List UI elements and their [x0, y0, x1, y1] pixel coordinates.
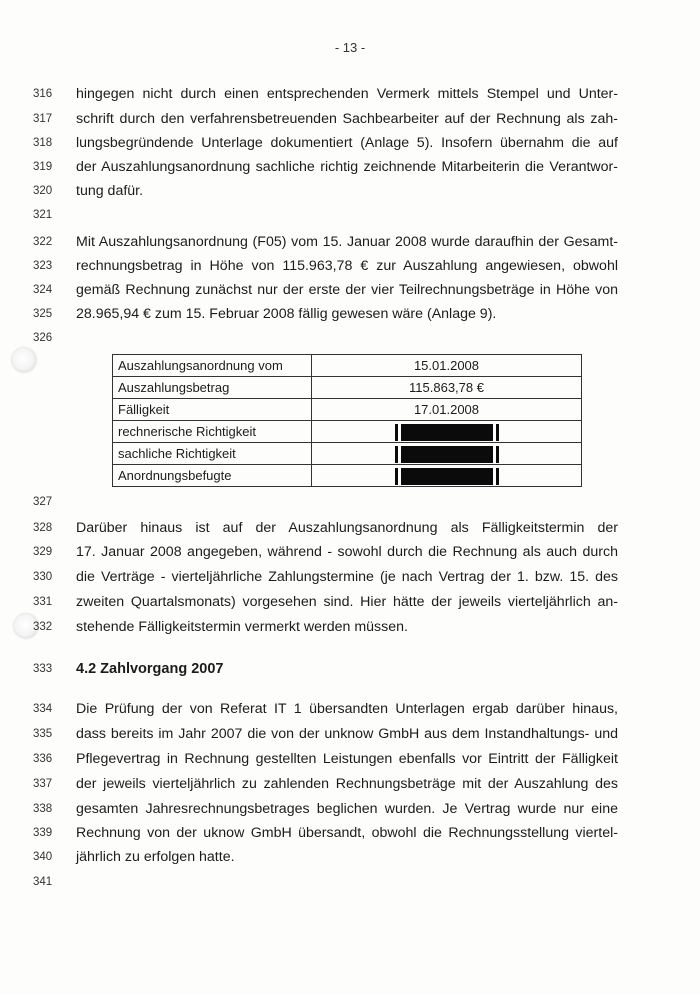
table-value-cell: 115.863,78 € [312, 377, 582, 399]
line-number: 339 [33, 827, 53, 839]
redaction-bar [398, 468, 496, 485]
table-value-cell: 17.01.2008 [312, 399, 582, 421]
line-number: 334 [33, 703, 53, 715]
text-line: lungsbegründende Unterlage dokumentiert (Anlage 5). Insofern übernahm die auf [76, 135, 618, 151]
section-heading: 4.2 Zahlvorgang 2007 [76, 661, 224, 677]
text-line: die Verträge - vierteljährliche Zahlungstermine (je nach Vertrag der 1. bzw. 15. des [76, 569, 618, 585]
payment-order-table [112, 354, 582, 487]
table-row [113, 377, 582, 399]
text-line: stehende Fälligkeitstermin vermerkt werden müssen. [76, 619, 408, 635]
table-row [113, 421, 582, 443]
page-number: - 13 - [334, 40, 366, 55]
line-number: 317 [33, 113, 53, 125]
text-line: zweiten Quartalsmonats) vorgesehen sind. Hier hätte der jeweils vierteljährlich an- [76, 594, 618, 610]
line-number: 331 [33, 596, 53, 608]
text-line: hingegen nicht durch einen entsprechenden Vermerk mittels Stempel und Unter- [76, 86, 618, 102]
line-number: 319 [33, 161, 53, 173]
redaction-bar [398, 424, 496, 441]
text-line: tung dafür. [76, 183, 144, 199]
line-number: 318 [33, 137, 53, 149]
table-row [113, 443, 582, 465]
line-number: 320 [33, 185, 53, 197]
line-number: 323 [33, 260, 53, 272]
table-value-cell [312, 443, 582, 465]
text-line: der Auszahlungsanordnung sachliche richtig zeichnende Mitarbeiterin die Verantwor- [76, 159, 618, 175]
line-number: 329 [33, 546, 53, 558]
line-number: 327 [33, 496, 53, 508]
table-label-cell: Auszahlungsanordnung vom [113, 355, 312, 377]
line-number: 321 [33, 209, 53, 221]
text-line: der jeweils vierteljährlich zu zahlenden Rechnungsbeträge mit der Auszahlung des [76, 776, 618, 792]
table-label-cell: Fälligkeit [113, 399, 312, 421]
table-value-cell [312, 465, 582, 487]
punch-hole-top [12, 348, 36, 372]
text-line: Mit Auszahlungsanordnung (F05) vom 15. Januar 2008 wurde daraufhin der Gesamt- [76, 234, 618, 250]
line-number: 337 [33, 778, 53, 790]
table-row [113, 355, 582, 377]
line-number: 332 [33, 621, 53, 633]
line-number: 322 [33, 236, 53, 248]
line-number: 325 [33, 308, 53, 320]
line-number: 316 [33, 88, 53, 100]
table-value-cell [312, 421, 582, 443]
text-line: schrift durch den verfahrensbetreuenden Sachbearbeiter auf der Rechnung als zah- [76, 111, 618, 127]
text-line: gemäß Rechnung zunächst nur der erste der vier Teilrechnungsbeträge in Höhe von [76, 282, 618, 298]
line-number: 330 [33, 571, 53, 583]
table-row [113, 465, 582, 487]
line-number: 340 [33, 851, 53, 863]
line-number: 324 [33, 284, 53, 296]
line-number: 333 [33, 663, 53, 675]
text-line: dass bereits im Jahr 2007 die von der unknow GmbH aus dem Instandhaltungs- und [76, 726, 618, 742]
redaction-bar [398, 446, 496, 463]
text-line: rechnungsbetrag in Höhe von 115.963,78 € zur Auszahlung angewiesen, obwohl [76, 258, 618, 274]
table-label-cell: sachliche Richtigkeit [113, 443, 312, 465]
text-line: Rechnung von der uknow GmbH übersandt, obwohl die Rechnungsstellung viertel- [76, 825, 618, 841]
text-line: 17. Januar 2008 angegeben, während - sowohl durch die Rechnung als auch durch [76, 544, 618, 560]
text-line: Darüber hinaus ist auf der Auszahlungsanordnung als Fälligkeitstermin der [76, 520, 618, 536]
table-label-cell: Anordnungsbefugte [113, 465, 312, 487]
line-number: 336 [33, 753, 53, 765]
text-line: jährlich zu erfolgen hatte. [76, 849, 235, 865]
table-value-cell: 15.01.2008 [312, 355, 582, 377]
line-number: 335 [33, 728, 53, 740]
line-number: 328 [33, 522, 53, 534]
text-line: Die Prüfung der von Referat IT 1 übersandten Unterlagen ergab darüber hinaus, [76, 701, 618, 717]
line-number: 326 [33, 332, 53, 344]
table-row [113, 399, 582, 421]
line-number: 338 [33, 803, 53, 815]
line-number: 341 [33, 876, 53, 888]
text-line: gesamten Jahresrechnungsbetrages beglichen wurden. Je Vertrag wurde nur eine [76, 801, 618, 817]
table-label-cell: Auszahlungsbetrag [113, 377, 312, 399]
text-line: Pflegevertrag in Rechnung gestellten Leistungen ebenfalls vor Eintritt der Fälligkeit [76, 751, 618, 767]
text-line: 28.965,94 € zum 15. Februar 2008 fällig gewesen wäre (Anlage 9). [76, 306, 497, 322]
table-label-cell: rechnerische Richtigkeit [113, 421, 312, 443]
